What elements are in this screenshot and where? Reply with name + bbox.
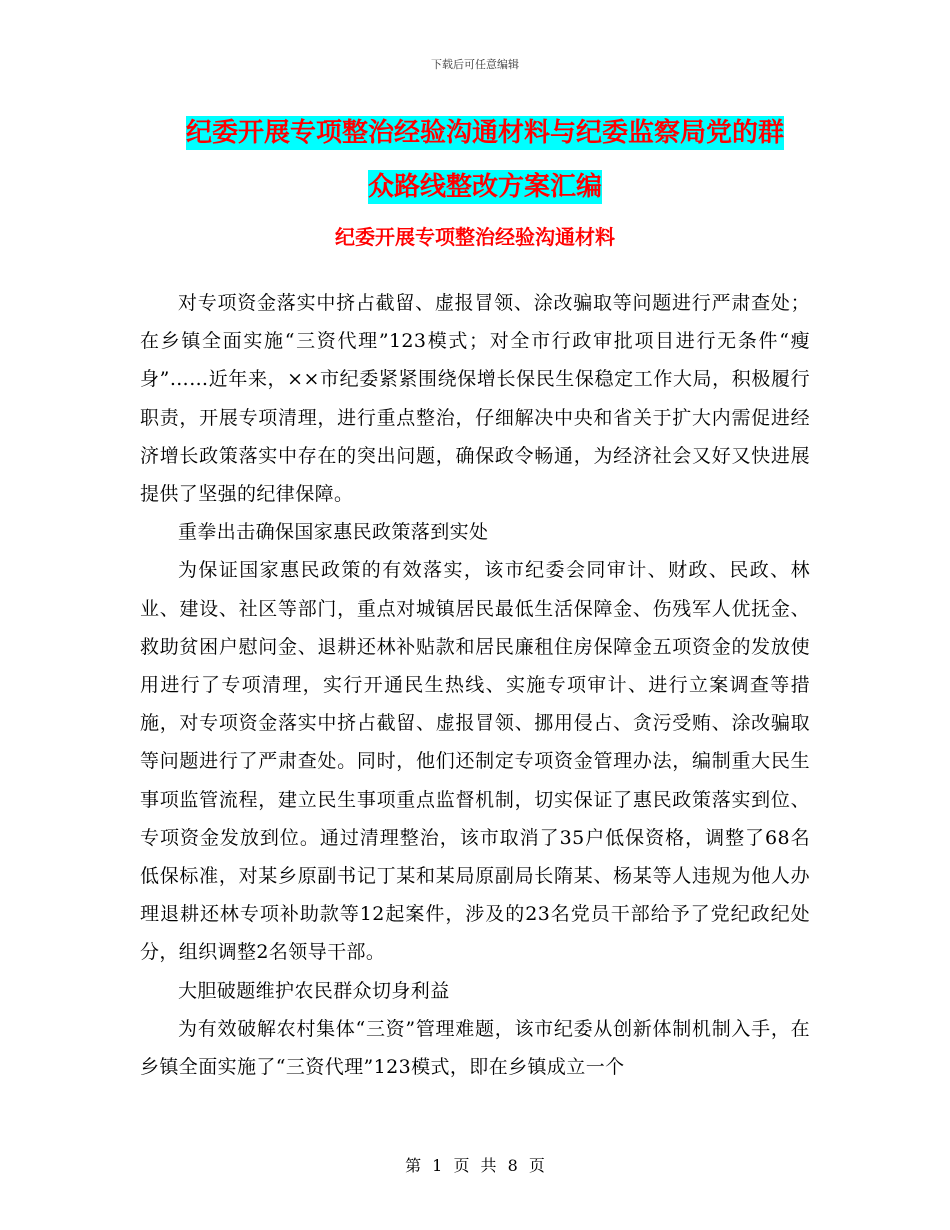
document-title-line-2: 众路线整改方案汇编 <box>367 172 602 202</box>
page-header-note: 下载后可任意编辑 <box>431 58 519 71</box>
subheading-1: 重拳出击确保国家惠民政策落到实处 <box>178 521 489 544</box>
page-number-footer: 第 1 页 共 8 页 <box>405 1156 545 1175</box>
document-title-line-1: 纪委开展专项整治经验沟通材料与纪委监察局党的群 <box>185 118 784 148</box>
subheading-2: 大胆破题维护农民群众切身利益 <box>178 979 450 1002</box>
document-body <box>140 284 810 1086</box>
document-title <box>140 106 830 214</box>
body-paragraph-2: 为保证国家惠民政策的有效落实，该市纪委会同审计、财政、民政、林业、建设、社区等部门，重点对城镇居民最低生活保障金、伤残军人优抚金、救助贫困户慰问金、退耕还林补贴款和居民廉租住房保障金五项资金的发放使用进行了专项清理，实行开通民生热线、实施专项审计、进行立案调查等措施，对专项资金落实中挤占截留、虚报冒领、挪用侵占、贪污受贿、涂改骗取等问题进行了严肃查处。同时，他们还制定专项资金管理办法，编制重大民生事项监管流程，建立民生事项重点监督机制，切实保证了惠民政策落实到位、专项资金发放到位。通过清理整治，该市取消了35户低保资格，调整了68名低保标准，对某乡原副书记丁某和某局原副局长隋某、杨某等人违规为他人办理退耕还林专项补助款等12起案件，涉及的23名党员干部给予了党纪政纪处分，组织调整2名领导干部。 <box>140 559 810 964</box>
body-paragraph-3: 为有效破解农村集体“三资”管理难题，该市纪委从创新体制机制入手，在乡镇全面实施了“三资代理”123模式，即在乡镇成立一个 <box>140 1017 810 1079</box>
section-title: 纪委开展专项整治经验沟通材料 <box>335 225 615 249</box>
body-paragraph-1: 对专项资金落实中挤占截留、虚报冒领、涂改骗取等问题进行严肃查处；在乡镇全面实施“三资代理”123模式；对全市行政审批项目进行无条件“瘦身”……近年来，××市纪委紧紧围绕保增长保民生保稳定工作大局，积极履行职责，开展专项清理，进行重点整治，仔细解决中央和省关于扩大内需促进经济增长政策落实中存在的突出问题，确保政令畅通，为经济社会又好又快进展提供了坚强的纪律保障。 <box>140 292 810 506</box>
